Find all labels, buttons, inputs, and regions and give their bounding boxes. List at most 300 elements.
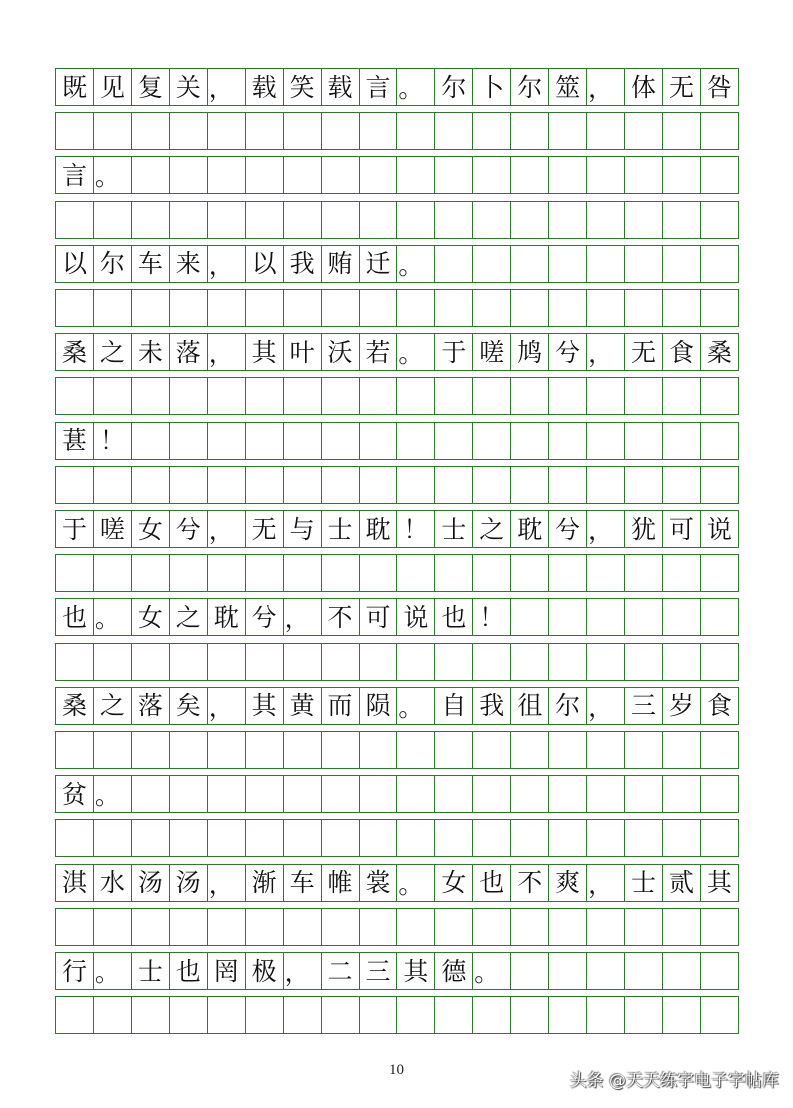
character: 鸠 [517,337,543,367]
character: 迁 [365,249,391,279]
empty-cell [701,467,739,503]
character: 车 [289,868,315,898]
character-cell [473,953,511,989]
empty-cell [549,820,587,856]
character: 来 [175,249,201,279]
character: ， [208,74,234,103]
empty-cell [284,378,322,414]
character-cell [473,69,511,105]
empty-cell [587,909,625,945]
empty-cell [587,246,625,282]
text-row [55,245,739,283]
empty-cell [322,202,360,238]
empty-cell [246,644,284,680]
empty-cell [511,378,549,414]
empty-cell [587,644,625,680]
empty-cell [360,776,398,812]
character: 无 [251,514,277,544]
empty-cell [701,246,739,282]
empty-cell [246,378,284,414]
empty-cell [246,290,284,326]
text-row [55,422,739,460]
empty-cell [625,820,663,856]
character: 耽 [365,514,391,544]
empty-cell [435,732,473,768]
empty-cell [435,423,473,459]
character-cell [397,334,435,370]
character: 复 [137,72,163,102]
empty-cell [435,246,473,282]
character-cell [208,599,246,635]
empty-cell [94,378,132,414]
character-cell [625,688,663,724]
character: 女 [441,868,467,898]
text-row [55,510,739,548]
empty-cell [625,290,663,326]
character: 三 [365,956,391,986]
character-cell [284,599,322,635]
empty-cell [701,555,739,591]
empty-cell [360,157,398,193]
empty-cell [663,953,701,989]
character: 尔 [99,249,125,279]
character: 车 [137,249,163,279]
empty-cell [587,820,625,856]
character-cell [322,69,360,105]
character-cell [625,511,663,547]
character: ， [208,516,234,545]
empty-cell [663,776,701,812]
character-cell [360,69,398,105]
character: 其 [706,868,732,898]
empty-cell [549,423,587,459]
empty-cell [132,732,170,768]
character: 三 [631,691,657,721]
empty-cell [208,113,246,149]
text-row [55,687,739,725]
empty-cell [625,599,663,635]
character: ， [208,869,234,899]
character: 。 [94,958,120,987]
empty-cell [284,776,322,812]
character: ， [284,958,310,987]
character: 罔 [213,956,239,986]
empty-cell [511,732,549,768]
practice-row [55,996,739,1034]
empty-cell [511,776,549,812]
character-cell [549,69,587,105]
empty-cell [435,467,473,503]
character: 。 [398,250,424,280]
character: 兮 [555,514,581,544]
character: 桑 [61,337,87,367]
empty-cell [587,467,625,503]
empty-cell [625,157,663,193]
character: 。 [94,781,120,811]
character: 帷 [327,868,353,898]
character: 贿 [327,249,353,279]
empty-cell [587,113,625,149]
empty-cell [625,555,663,591]
character: 见 [99,72,125,102]
empty-cell [208,644,246,680]
character: 德 [441,956,467,986]
empty-cell [246,157,284,193]
empty-cell [549,467,587,503]
character-cell [322,511,360,547]
character-cell [132,953,170,989]
character: ， [284,604,310,634]
text-row [55,333,739,371]
empty-cell [170,820,208,856]
empty-cell [587,157,625,193]
character: 裳 [365,868,391,898]
character-cell [549,511,587,547]
practice-row [55,554,739,592]
empty-cell [397,820,435,856]
empty-cell [397,467,435,503]
empty-cell [435,555,473,591]
character: 于 [441,337,467,367]
character: 无 [631,337,657,367]
character-cell [56,599,94,635]
character-cell [360,246,398,282]
empty-cell [473,157,511,193]
empty-cell [397,997,435,1033]
empty-cell [284,644,322,680]
text-row [55,864,739,902]
character-cell [473,511,511,547]
empty-cell [663,732,701,768]
empty-cell [435,644,473,680]
character-cell [360,599,398,635]
character-cell [56,865,94,901]
empty-cell [511,246,549,282]
empty-cell [701,644,739,680]
character-cell [284,246,322,282]
character-cell [208,334,246,370]
character-cell [663,334,701,370]
empty-cell [473,909,511,945]
empty-cell [56,732,94,768]
character-cell [94,688,132,724]
character-cell [360,511,398,547]
empty-cell [397,290,435,326]
empty-cell [549,909,587,945]
empty-cell [132,423,170,459]
character: ， [208,339,234,369]
empty-cell [397,378,435,414]
empty-cell [511,820,549,856]
character: 尔 [555,691,581,721]
character: 以 [61,249,87,279]
character-cell [701,69,739,105]
character: 也 [441,602,467,632]
empty-cell [435,290,473,326]
character-cell [587,511,625,547]
character: ， [588,869,614,899]
empty-cell [170,290,208,326]
empty-cell [360,113,398,149]
empty-cell [587,776,625,812]
character-cell [94,334,132,370]
empty-cell [701,202,739,238]
character-cell [246,953,284,989]
empty-cell [511,113,549,149]
empty-cell [360,378,398,414]
character-cell [435,334,473,370]
empty-cell [511,290,549,326]
empty-cell [473,290,511,326]
empty-cell [284,555,322,591]
character-cell [360,334,398,370]
practice-row [55,112,739,150]
practice-row [55,643,739,681]
empty-cell [587,202,625,238]
character-cell [208,688,246,724]
character-cell [170,599,208,635]
empty-cell [170,776,208,812]
empty-cell [208,290,246,326]
character-cell [322,334,360,370]
practice-row [55,289,739,327]
empty-cell [360,820,398,856]
character-cell [56,246,94,282]
empty-cell [170,997,208,1033]
empty-cell [435,820,473,856]
empty-cell [322,555,360,591]
empty-cell [397,423,435,459]
empty-cell [94,820,132,856]
empty-cell [284,157,322,193]
empty-cell [360,732,398,768]
character-cell [94,599,132,635]
empty-cell [701,423,739,459]
character: 黄 [289,691,315,721]
character-cell [170,246,208,282]
empty-cell [94,732,132,768]
character: 咎 [706,72,732,102]
empty-cell [284,909,322,945]
empty-cell [132,290,170,326]
empty-cell [435,202,473,238]
character-cell [511,688,549,724]
empty-cell [701,113,739,149]
character-cell [284,69,322,105]
empty-cell [170,644,208,680]
character-cell [56,511,94,547]
character-cell [284,511,322,547]
empty-cell [435,378,473,414]
character-cell [94,776,132,812]
empty-cell [208,776,246,812]
character: 可 [365,602,391,632]
character: 其 [403,956,429,986]
empty-cell [435,157,473,193]
character-cell [246,511,284,547]
character: 尔 [517,72,543,102]
character: 之 [99,337,125,367]
empty-cell [94,997,132,1033]
character-cell [511,865,549,901]
character: 不 [327,602,353,632]
empty-cell [549,290,587,326]
character: 犹 [631,514,657,544]
empty-cell [663,157,701,193]
character-cell [208,69,246,105]
empty-cell [511,555,549,591]
practice-row [55,908,739,946]
empty-cell [663,423,701,459]
empty-cell [56,467,94,503]
character-cell [435,69,473,105]
character: 士 [327,514,353,544]
empty-cell [511,599,549,635]
empty-cell [663,378,701,414]
empty-cell [473,997,511,1033]
character: 之 [175,602,201,632]
character-cell [322,246,360,282]
empty-cell [56,113,94,149]
text-row [55,68,739,106]
character: 无 [668,72,694,102]
character: 关 [175,72,201,102]
empty-cell [511,953,549,989]
character: 可 [668,514,694,544]
character: 淇 [61,868,87,898]
character: 爽 [555,868,581,898]
character: 。 [398,74,424,103]
character: 贫 [61,779,87,809]
character-cell [701,511,739,547]
empty-cell [663,644,701,680]
character-cell [435,953,473,989]
empty-cell [549,997,587,1033]
character: 兮 [555,337,581,367]
character-cell [94,511,132,547]
empty-cell [322,467,360,503]
character-cell [284,865,322,901]
character: 载 [251,72,277,102]
character-cell [435,511,473,547]
empty-cell [170,378,208,414]
character: 。 [94,162,120,192]
character: 。 [94,604,120,634]
character: 若 [365,337,391,367]
character-cell [663,511,701,547]
empty-cell [549,246,587,282]
character-cell [56,69,94,105]
character-cell [587,334,625,370]
character-cell [322,865,360,901]
empty-cell [701,290,739,326]
empty-cell [360,202,398,238]
empty-cell [360,467,398,503]
empty-cell [473,378,511,414]
empty-cell [284,997,322,1033]
empty-cell [132,467,170,503]
empty-cell [663,599,701,635]
character: 渐 [251,868,277,898]
character-cell [132,334,170,370]
character-cell [94,246,132,282]
character-cell [397,599,435,635]
character-cell [94,69,132,105]
character: 汤 [175,868,201,898]
character-cell [360,688,398,724]
empty-cell [625,378,663,414]
character-cell [246,688,284,724]
empty-cell [587,423,625,459]
character: 以 [251,249,277,279]
empty-cell [246,909,284,945]
empty-cell [701,732,739,768]
empty-cell [360,997,398,1033]
empty-cell [473,246,511,282]
character: 矣 [175,691,201,721]
empty-cell [435,776,473,812]
character-cell [397,688,435,724]
empty-cell [511,467,549,503]
character-cell [322,953,360,989]
empty-cell [322,423,360,459]
character: 水 [99,868,125,898]
empty-cell [473,113,511,149]
empty-cell [435,997,473,1033]
empty-cell [94,290,132,326]
character-cell [473,865,511,901]
character: 。 [398,339,424,369]
character-cell [132,246,170,282]
empty-cell [170,555,208,591]
empty-cell [625,467,663,503]
empty-cell [663,997,701,1033]
character: ， [208,250,234,280]
character-cell [625,69,663,105]
empty-cell [549,732,587,768]
character: 也 [175,956,201,986]
character: 我 [289,249,315,279]
page-number: 10 [389,1062,404,1078]
empty-cell [360,423,398,459]
empty-cell [208,997,246,1033]
empty-cell [170,423,208,459]
empty-cell [322,909,360,945]
character: ， [588,516,614,545]
character-cell [549,334,587,370]
character: 葚 [61,426,87,456]
character-cell [397,246,435,282]
character: 女 [137,514,163,544]
practice-row [55,819,739,857]
empty-cell [663,202,701,238]
character: 叶 [289,337,315,367]
empty-cell [132,909,170,945]
character-cell [246,599,284,635]
empty-cell [549,776,587,812]
empty-cell [397,555,435,591]
empty-cell [170,157,208,193]
empty-cell [701,378,739,414]
character-cell [587,69,625,105]
practice-row [55,466,739,504]
empty-cell [587,290,625,326]
empty-cell [246,467,284,503]
empty-cell [435,909,473,945]
character-cell [587,865,625,901]
empty-cell [94,909,132,945]
character-cell [132,688,170,724]
